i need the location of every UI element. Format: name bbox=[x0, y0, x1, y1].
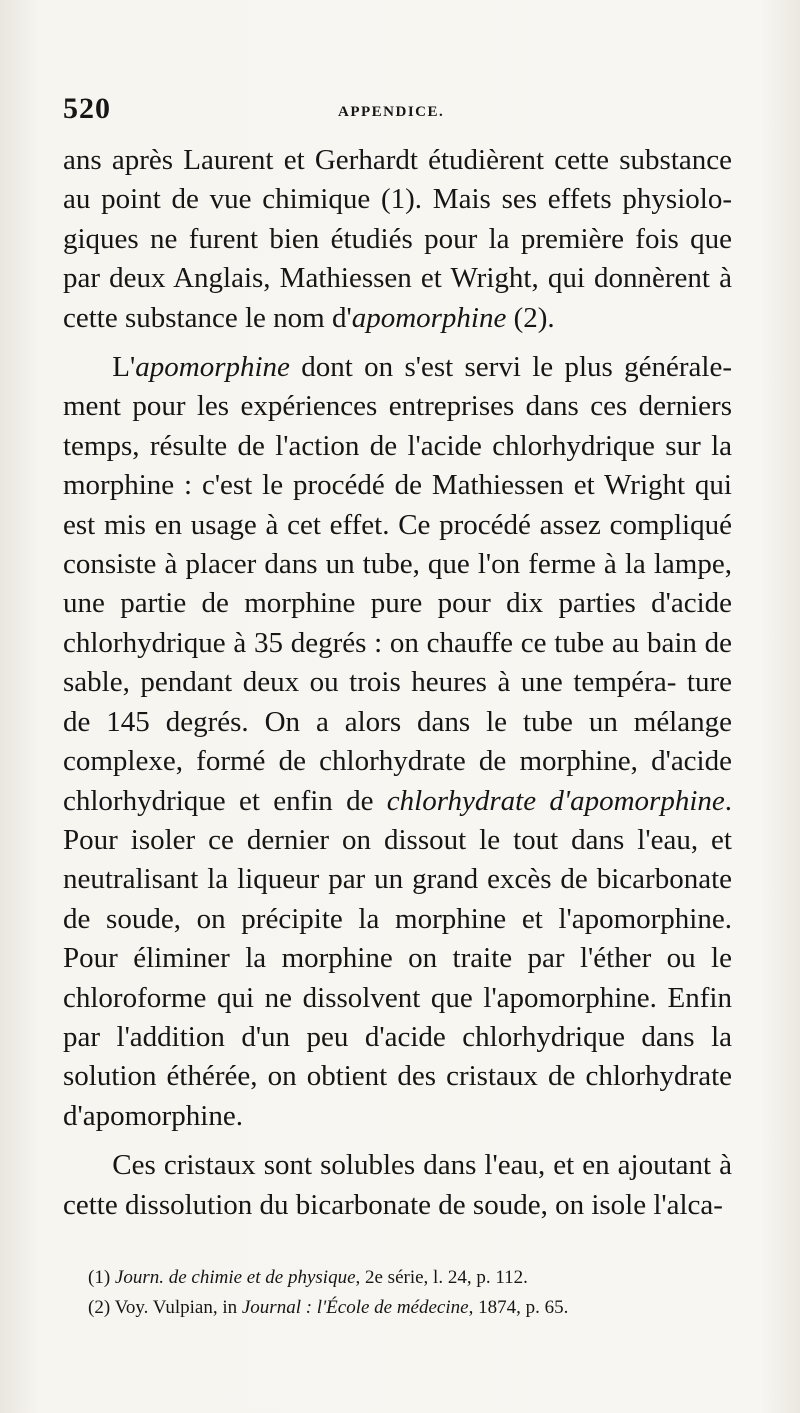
text-line: temps, résulte de l'action de l'acide chlorhydrique sur la bbox=[63, 429, 732, 462]
text-line: chloroforme qui ne dissolvent que l'apomorphine. Enfin bbox=[63, 981, 732, 1014]
text-line bbox=[63, 302, 555, 334]
text-line: neutralisant la liqueur par un grand excès de bicarbonate bbox=[63, 863, 732, 896]
text-line: consiste à placer dans un tube, que l'on ferme à la lampe, bbox=[63, 548, 732, 581]
footnote-reference: , 2e série, l. 24, p. 112. bbox=[355, 1267, 528, 1288]
page-header bbox=[63, 92, 733, 132]
text-line: de soude, on précipite la morphine et l'apomorphine. bbox=[63, 902, 732, 935]
page-number: 520 bbox=[63, 92, 111, 125]
italic-term: apomorphine bbox=[351, 301, 507, 334]
footnotes bbox=[88, 1263, 748, 1323]
text-fragment: chlorhydrique et enfin de bbox=[63, 784, 387, 817]
footnote-reference: , 1874, p. 65. bbox=[468, 1297, 569, 1318]
italic-term: apomorphine bbox=[135, 351, 290, 384]
italic-term: chlorhydrate d'apomorphine bbox=[386, 784, 725, 817]
text-line: ture de 145 degrés. On a alors dans le tube un mélange bbox=[63, 666, 732, 738]
body-text bbox=[63, 141, 732, 1225]
footnote-number: (2) bbox=[88, 1297, 111, 1318]
running-head: APPENDICE. bbox=[338, 104, 445, 120]
text-fragment: dont on s'est servi le plus générale- bbox=[289, 351, 732, 384]
text-line: morphine : c'est le procédé de Mathiessen et Wright qui bbox=[63, 469, 732, 502]
text-line: ans après Laurent et Gerhardt étudièrent cette substance bbox=[63, 144, 732, 176]
text-fragment: . bbox=[724, 784, 732, 817]
paragraph-3 bbox=[63, 1146, 732, 1225]
text-line: est mis en usage à cet effet. Ce procédé assez compliqué bbox=[63, 508, 732, 541]
text-line: d'apomorphine. bbox=[63, 1099, 243, 1132]
text-line: solution éthérée, on obtient des cristaux de chlorhydrate bbox=[63, 1060, 732, 1093]
text-line: au point de vue chimique (1). Mais ses effets physiolo- bbox=[63, 183, 732, 216]
text-line bbox=[63, 785, 732, 817]
text-line: par l'addition d'un peu d'acide chlorhydrique dans la bbox=[63, 1020, 732, 1053]
text-line: de sable, pendant deux ou trois heures à une tempéra- bbox=[63, 626, 733, 699]
text-line: Pour isoler ce dernier on dissout le tout dans l'eau, et bbox=[63, 823, 732, 856]
text-line: chlorhydrique à 35 degrés : on chauffe ce tube au bain bbox=[63, 626, 697, 659]
text-line: une partie de morphine pure pour dix parties d'acide bbox=[63, 587, 732, 620]
footnote-source: Journal : l'École de médecine bbox=[241, 1297, 469, 1318]
text-line: cette dissolution du bicarbonate de soude, on isole l'alca- bbox=[63, 1188, 723, 1221]
text-line: par deux Anglais, Mathiessen et Wright, qui donnèrent à bbox=[63, 262, 732, 295]
text-fragment: (2). bbox=[506, 301, 555, 334]
text-line: giques ne furent bien étudiés pour la première fois que bbox=[63, 222, 732, 255]
text-line: Pour éliminer la morphine on traite par l'éther ou le bbox=[63, 942, 732, 975]
footnote-1 bbox=[88, 1263, 748, 1293]
text-line: Ces cristaux sont solubles dans l'eau, et en ajoutant à bbox=[112, 1149, 732, 1182]
footnote-prefix: Voy. Vulpian, in bbox=[114, 1297, 242, 1318]
footnote-number: (1) bbox=[88, 1267, 111, 1288]
paragraph-1 bbox=[63, 141, 732, 338]
text-line: ment pour les expériences entreprises dans ces derniers bbox=[63, 390, 732, 423]
paragraph-2 bbox=[63, 348, 732, 1136]
text-line: complexe, formé de chlorhydrate de morphine, d'acide bbox=[63, 745, 732, 778]
footnote-2 bbox=[88, 1293, 748, 1323]
text-line bbox=[112, 351, 732, 383]
text-fragment: cette substance le nom d' bbox=[63, 301, 352, 334]
text-fragment: L' bbox=[112, 351, 136, 384]
footnote-source: Journ. de chimie et de physique bbox=[114, 1267, 356, 1288]
